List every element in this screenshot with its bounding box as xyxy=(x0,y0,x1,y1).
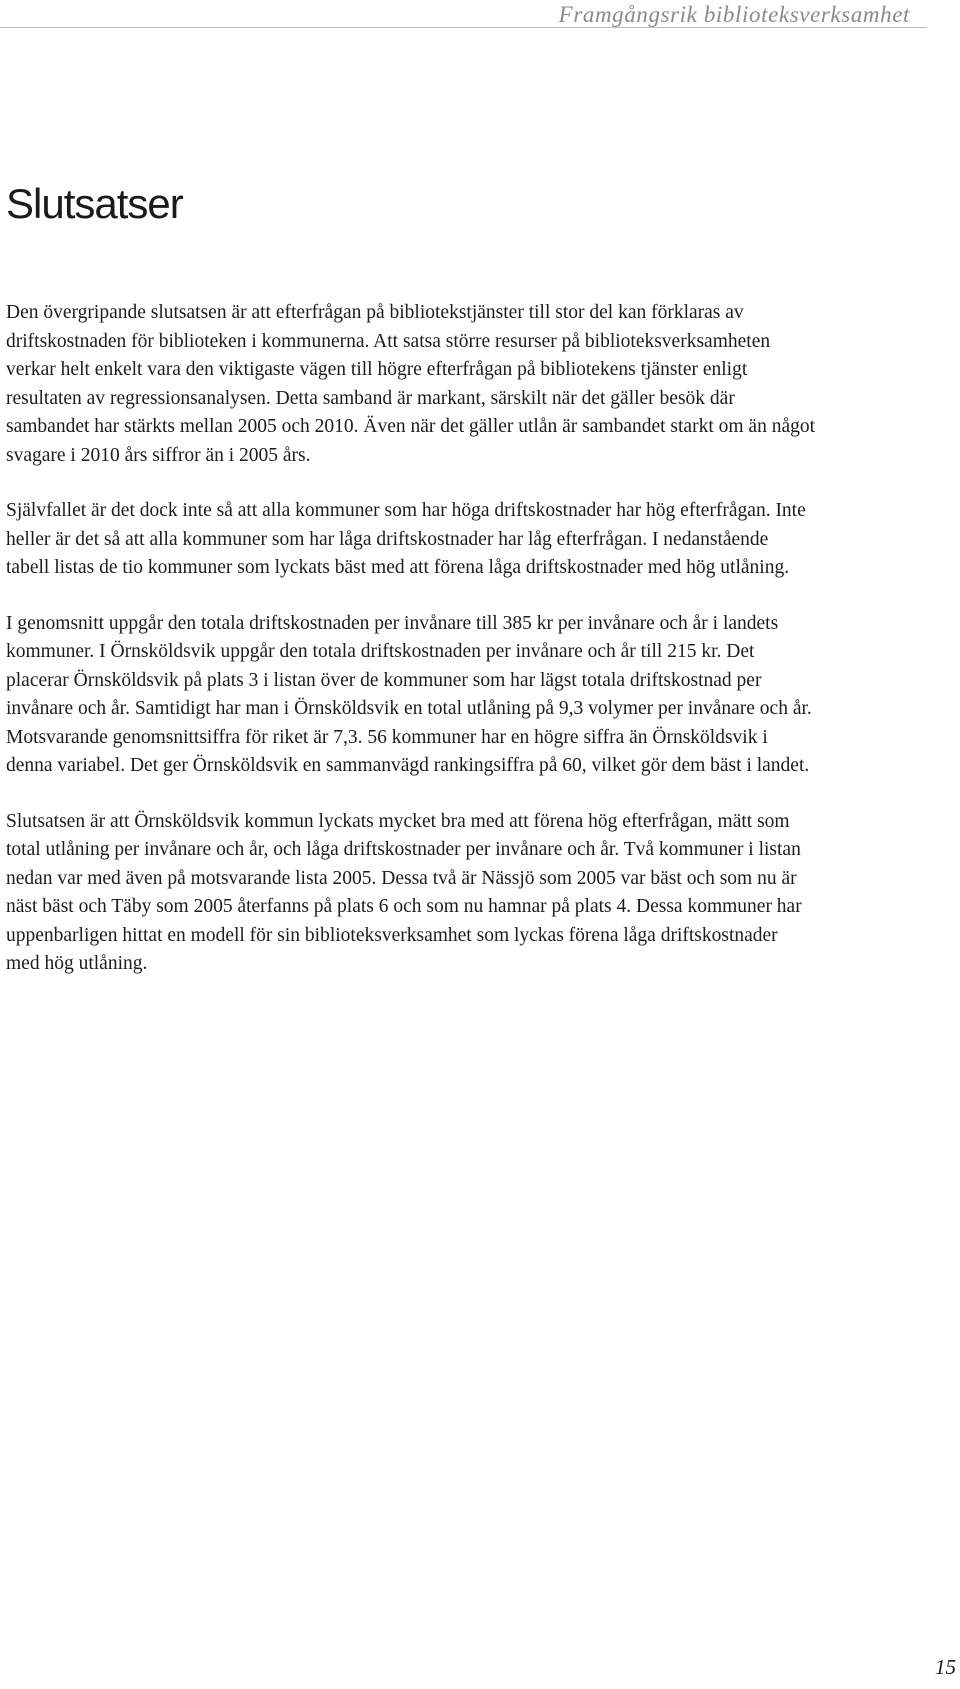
page-number: 15 xyxy=(935,1655,956,1679)
running-header: Framgångsrik biblioteksverksamhet xyxy=(558,2,910,27)
paragraph: Den övergripande slutsatsen är att efterfrågan på bibliotekstjänster till stor del kan förklaras av driftskostnaden för biblioteken i kommunerna. Att satsa större resurser på biblioteksverksamheten verkar helt enkelt vara den viktigaste vägen till högre efterfrågan på bibliotekens tjänster enligt resultaten av regressionsanalysen. Detta samband är markant, särskilt när det gäller besök där sambandet har stärkts mellan 2005 och 2010. Även när det gäller utlån är sambandet starkt om än något svagare i 2010 års siffror än i 2005 års. xyxy=(6,302,816,466)
body-text xyxy=(6,299,816,1006)
header-rule xyxy=(0,27,927,28)
paragraph: Slutsatsen är att Örnsköldsvik kommun lyckats mycket bra med att förena hög efterfrågan, mätt som total utlåning per invånare och år, och låga driftskostnader per invånare och år. Två kommuner i listan nedan var med även på motsvarande lista 2005. Dessa två är Nässjö som 2005 var bäst och som nu är näst bäst och Täby som 2005 återfanns på plats 6 och som nu hamnar på plats 4. Dessa kommuner har uppenbarligen hittat en modell för sin biblioteksverksamhet som lyckas förena låga driftskostnader med hög utlåning. xyxy=(6,810,802,974)
paragraph: Självfallet är det dock inte så att alla kommuner som har höga driftskostnader har hög efterfrågan. Inte heller är det så att alla kommuner som har låga driftskostnader har låg efterfrågan. I nedanstående tabell listas de tio kommuner som lyckats bäst med att förena låga driftskostnader med hög utlåning. xyxy=(6,500,806,578)
paragraph: I genomsnitt uppgår den totala driftskostnaden per invånare till 385 kr per invånare och år i landets kommuner. I Örnsköldsvik uppgår den totala driftskostnaden per invånare och år till 215 kr. Det placerar Örnsköldsvik på plats 3 i listan över de kommuner som har lägst totala driftskostnad per invånare och år. Samtidigt har man i Örnsköldsvik en total utlåning på 9,3 volymer per invånare och år. Motsvarande genomsnittsiffra för riket är 7,3. 56 kommuner har en högre siffra än Örnsköldsvik i denna variabel. Det ger Örnsköldsvik en sammanvägd rankingsiffra på 60, vilket gör dem bäst i landet. xyxy=(6,612,812,776)
page-title: Slutsatser xyxy=(6,180,183,227)
